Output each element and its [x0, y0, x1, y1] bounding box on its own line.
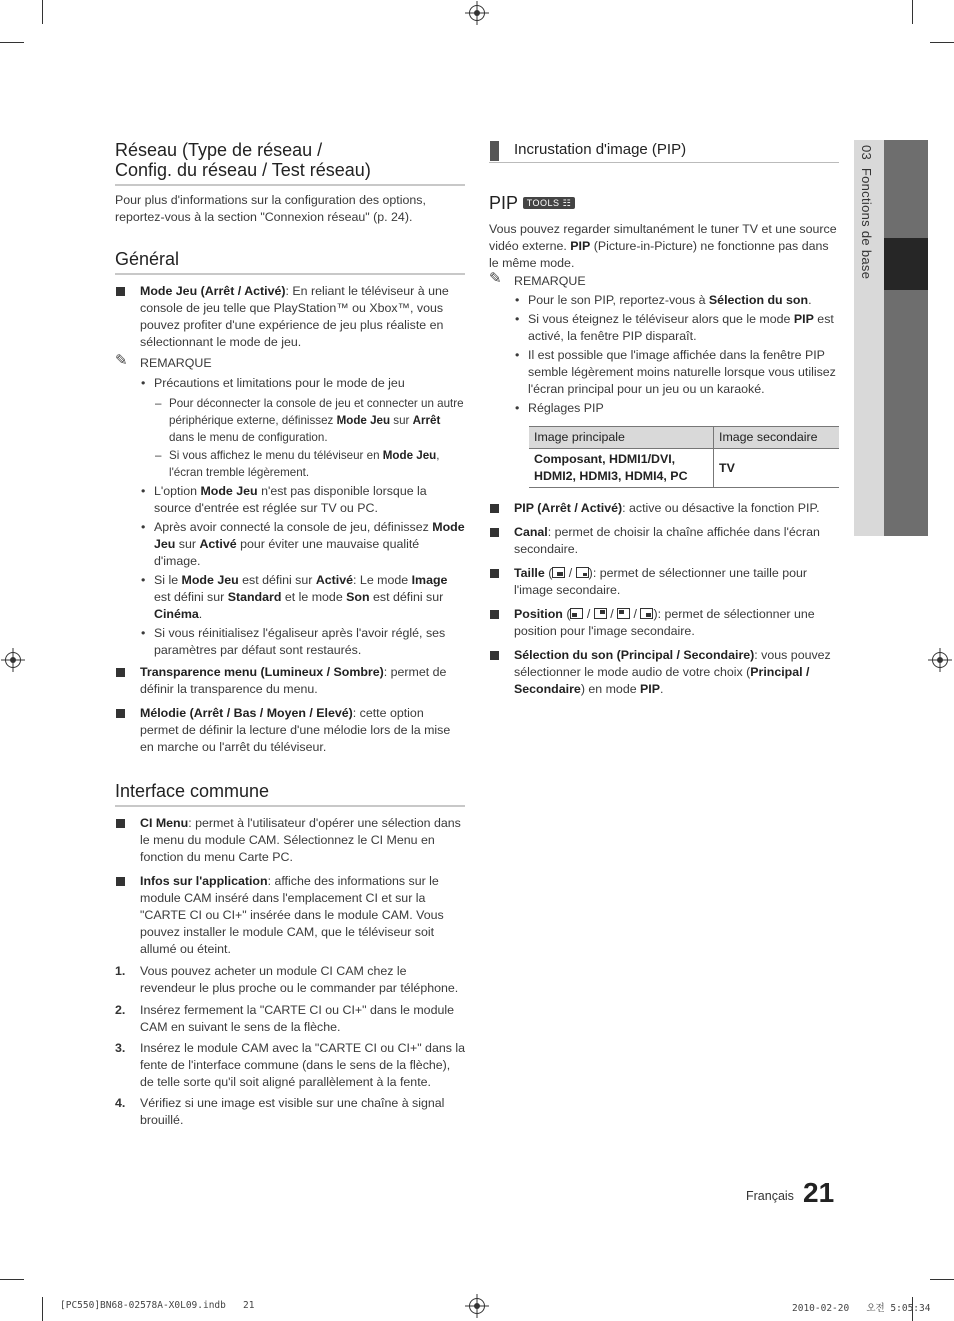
- ci-step: 4. Vérifiez si une image est visible sur une chaîne à signal brouillé.: [115, 1096, 445, 1127]
- crop-mark: [42, 0, 43, 24]
- ci-menu-item: CI Menu: permet à l'utilisateur d'opérer une sélection dans le menu du module CAM. Sélectionnez le CI Menu en fonction du menu Carte PC.: [115, 815, 465, 866]
- mode-jeu-item: Mode Jeu (Arrêt / Activé): En reliant le téléviseur à une console de jeu telle que PlayStation™ ou Xbox™, vous pouvez profiter d'une expérience de jeu plus réaliste en sélectionnant le mode de jeu.: [115, 283, 465, 351]
- note-bullet: • Si le Mode Jeu est défini sur Activé: Le mode Image est défini sur Standard et le mode Son est défini sur Cinéma.: [115, 572, 465, 623]
- note-bullet: • Si vous éteignez le téléviseur alors que le mode PIP est activé, la fenêtre PIP disparaît.: [489, 311, 839, 345]
- transparence-item: Transparence menu (Lumineux / Sombre): permet de définir la transparence du menu.: [115, 664, 465, 698]
- note-bullet: • Il est possible que l'image affichée dans la fenêtre PIP semble légèrement moins naturelle lorsque vous utilisez l'écran principal pour un jeu ou un karaoké.: [489, 347, 839, 398]
- registration-mark-icon: [5, 652, 21, 668]
- note-bullet: • Pour le son PIP, reportez-vous à Sélection du son.: [489, 292, 839, 309]
- crop-mark: [42, 1297, 43, 1321]
- note-pencil-icon: ✎: [115, 352, 128, 369]
- pip-title: PIP TOOLS ☷: [489, 193, 839, 213]
- table-cell: TV: [714, 449, 840, 488]
- position-top-left-icon: [617, 608, 630, 619]
- ci-step: 1. Vous pouvez acheter un module CI CAM chez le revendeur le plus proche ou le commander par téléphone.: [115, 964, 459, 995]
- footer-language: Français: [746, 1189, 794, 1203]
- note-bullet: • Réglages PIP: [489, 400, 839, 417]
- size-large-icon: [552, 567, 565, 578]
- ci-heading: Interface commune: [115, 781, 465, 807]
- side-tab-dark: [884, 140, 928, 536]
- position-item: Position ( / / / ): permet de sélectionner une position pour l'image secondaire.: [489, 606, 839, 640]
- pip-item: PIP (Arrêt / Activé): active ou désactive la fonction PIP.: [489, 500, 839, 517]
- note-pencil-icon: ✎: [489, 270, 502, 287]
- table-header: Image principale: [529, 427, 714, 449]
- right-column: [489, 140, 839, 698]
- crop-mark: [0, 1279, 24, 1280]
- registration-mark-icon: [469, 5, 485, 21]
- heading-marker: [490, 141, 499, 161]
- page-number: 21: [803, 1177, 835, 1208]
- ci-step: 2. Insérez fermement la "CARTE CI ou CI+" dans le module CAM en suivant le sens de la flèche.: [115, 1003, 454, 1034]
- table-header: Image secondaire: [714, 427, 840, 449]
- remarque-note: ✎ REMARQUE: [115, 352, 212, 370]
- canal-item: Canal: permet de choisir la chaîne affichée dans l'écran secondaire.: [489, 524, 839, 558]
- position-top-right-icon: [594, 608, 607, 619]
- note-bullet: • Si vous réinitialisez l'égaliseur après l'avoir réglé, ses paramètres par défaut sont restaurés.: [115, 625, 465, 659]
- side-tab-label: 03 Fonctions de base: [859, 145, 874, 280]
- registration-mark-icon: [469, 1298, 485, 1314]
- tools-badge: TOOLS ☷: [523, 197, 575, 209]
- note-dash-item: – Si vous affichez le menu du téléviseur en Mode Jeu, l'écran tremble légèrement.: [115, 447, 465, 481]
- pip-settings-table: [529, 426, 839, 488]
- position-bottom-left-icon: [570, 608, 583, 619]
- ci-step: 3. Insérez le module CAM avec la "CARTE CI ou CI+" dans la fente de l'interface commune (dans le sens de la flèche), de telle sorte qu'il soit aligné parallèlement à la fente.: [115, 1041, 466, 1089]
- table-cell: Composant, HDMI1/DVI, HDMI2, HDMI3, HDMI4, PC: [529, 449, 714, 488]
- file-info: [PC550]BN68-02578A-X0L09.indb 21: [60, 1300, 255, 1311]
- taille-item: Taille ( / ): permet de sélectionner une taille pour l'image secondaire.: [489, 565, 839, 599]
- general-heading: Général: [115, 249, 465, 275]
- infos-app-item: Infos sur l'application: affiche des informations sur le module CAM inséré dans l'emplacement CI et sur la "CARTE CI ou CI+" insérée dans le module CAM. Vous pouvez installer le module CAM, que le téléviseur soit allumé ou éteint.: [115, 873, 465, 958]
- print-timestamp: 2010-02-20 오전 5:05:34: [792, 1303, 931, 1314]
- position-bottom-right-icon: [640, 608, 653, 619]
- network-section-title: Réseau (Type de réseau / Config. du réseau / Test réseau): [115, 140, 465, 186]
- crop-mark: [912, 0, 913, 24]
- registration-mark-icon: [932, 652, 948, 668]
- left-column: [115, 140, 465, 1129]
- network-intro: Pour plus d'informations sur la configuration des options, reportez-vous à la section "Connexion réseau" (p. 24).: [115, 193, 426, 224]
- note-dash-item: – Pour déconnecter la console de jeu et connecter un autre périphérique externe, définissez Mode Jeu sur Arrêt dans le menu de configuration.: [115, 395, 465, 446]
- pip-intro: Vous pouvez regarder simultanément le tuner TV et une source vidéo externe. PIP (Picture-in-Picture) ne fonctionne pas dans le même mode.: [489, 222, 837, 270]
- side-tab-highlight: [884, 238, 928, 290]
- melodie-item: Mélodie (Arrêt / Bas / Moyen / Elevé): cette option permet de définir la lecture d'une mélodie lors de la mise en marche ou l'arrêt du téléviseur.: [115, 705, 465, 756]
- remarque-note: ✎ REMARQUE: [489, 270, 586, 288]
- pip-section-heading: Incrustation d'image (PIP): [489, 140, 839, 163]
- size-small-icon: [576, 567, 589, 578]
- crop-mark: [930, 1279, 954, 1280]
- note-bullet: • Précautions et limitations pour le mode de jeu: [115, 375, 465, 392]
- note-bullet: • Après avoir connecté la console de jeu, définissez Mode Jeu sur Activé pour éviter une mauvaise qualité d'image.: [115, 519, 465, 570]
- note-bullet: • L'option Mode Jeu n'est pas disponible lorsque la source d'entrée est réglée sur TV ou PC.: [115, 483, 465, 517]
- crop-mark: [930, 42, 954, 43]
- crop-mark: [0, 42, 24, 43]
- selection-son-item: Sélection du son (Principal / Secondaire): vous pouvez sélectionner le mode audio de votre choix (Principal / Secondaire) en mode PIP.: [489, 647, 839, 698]
